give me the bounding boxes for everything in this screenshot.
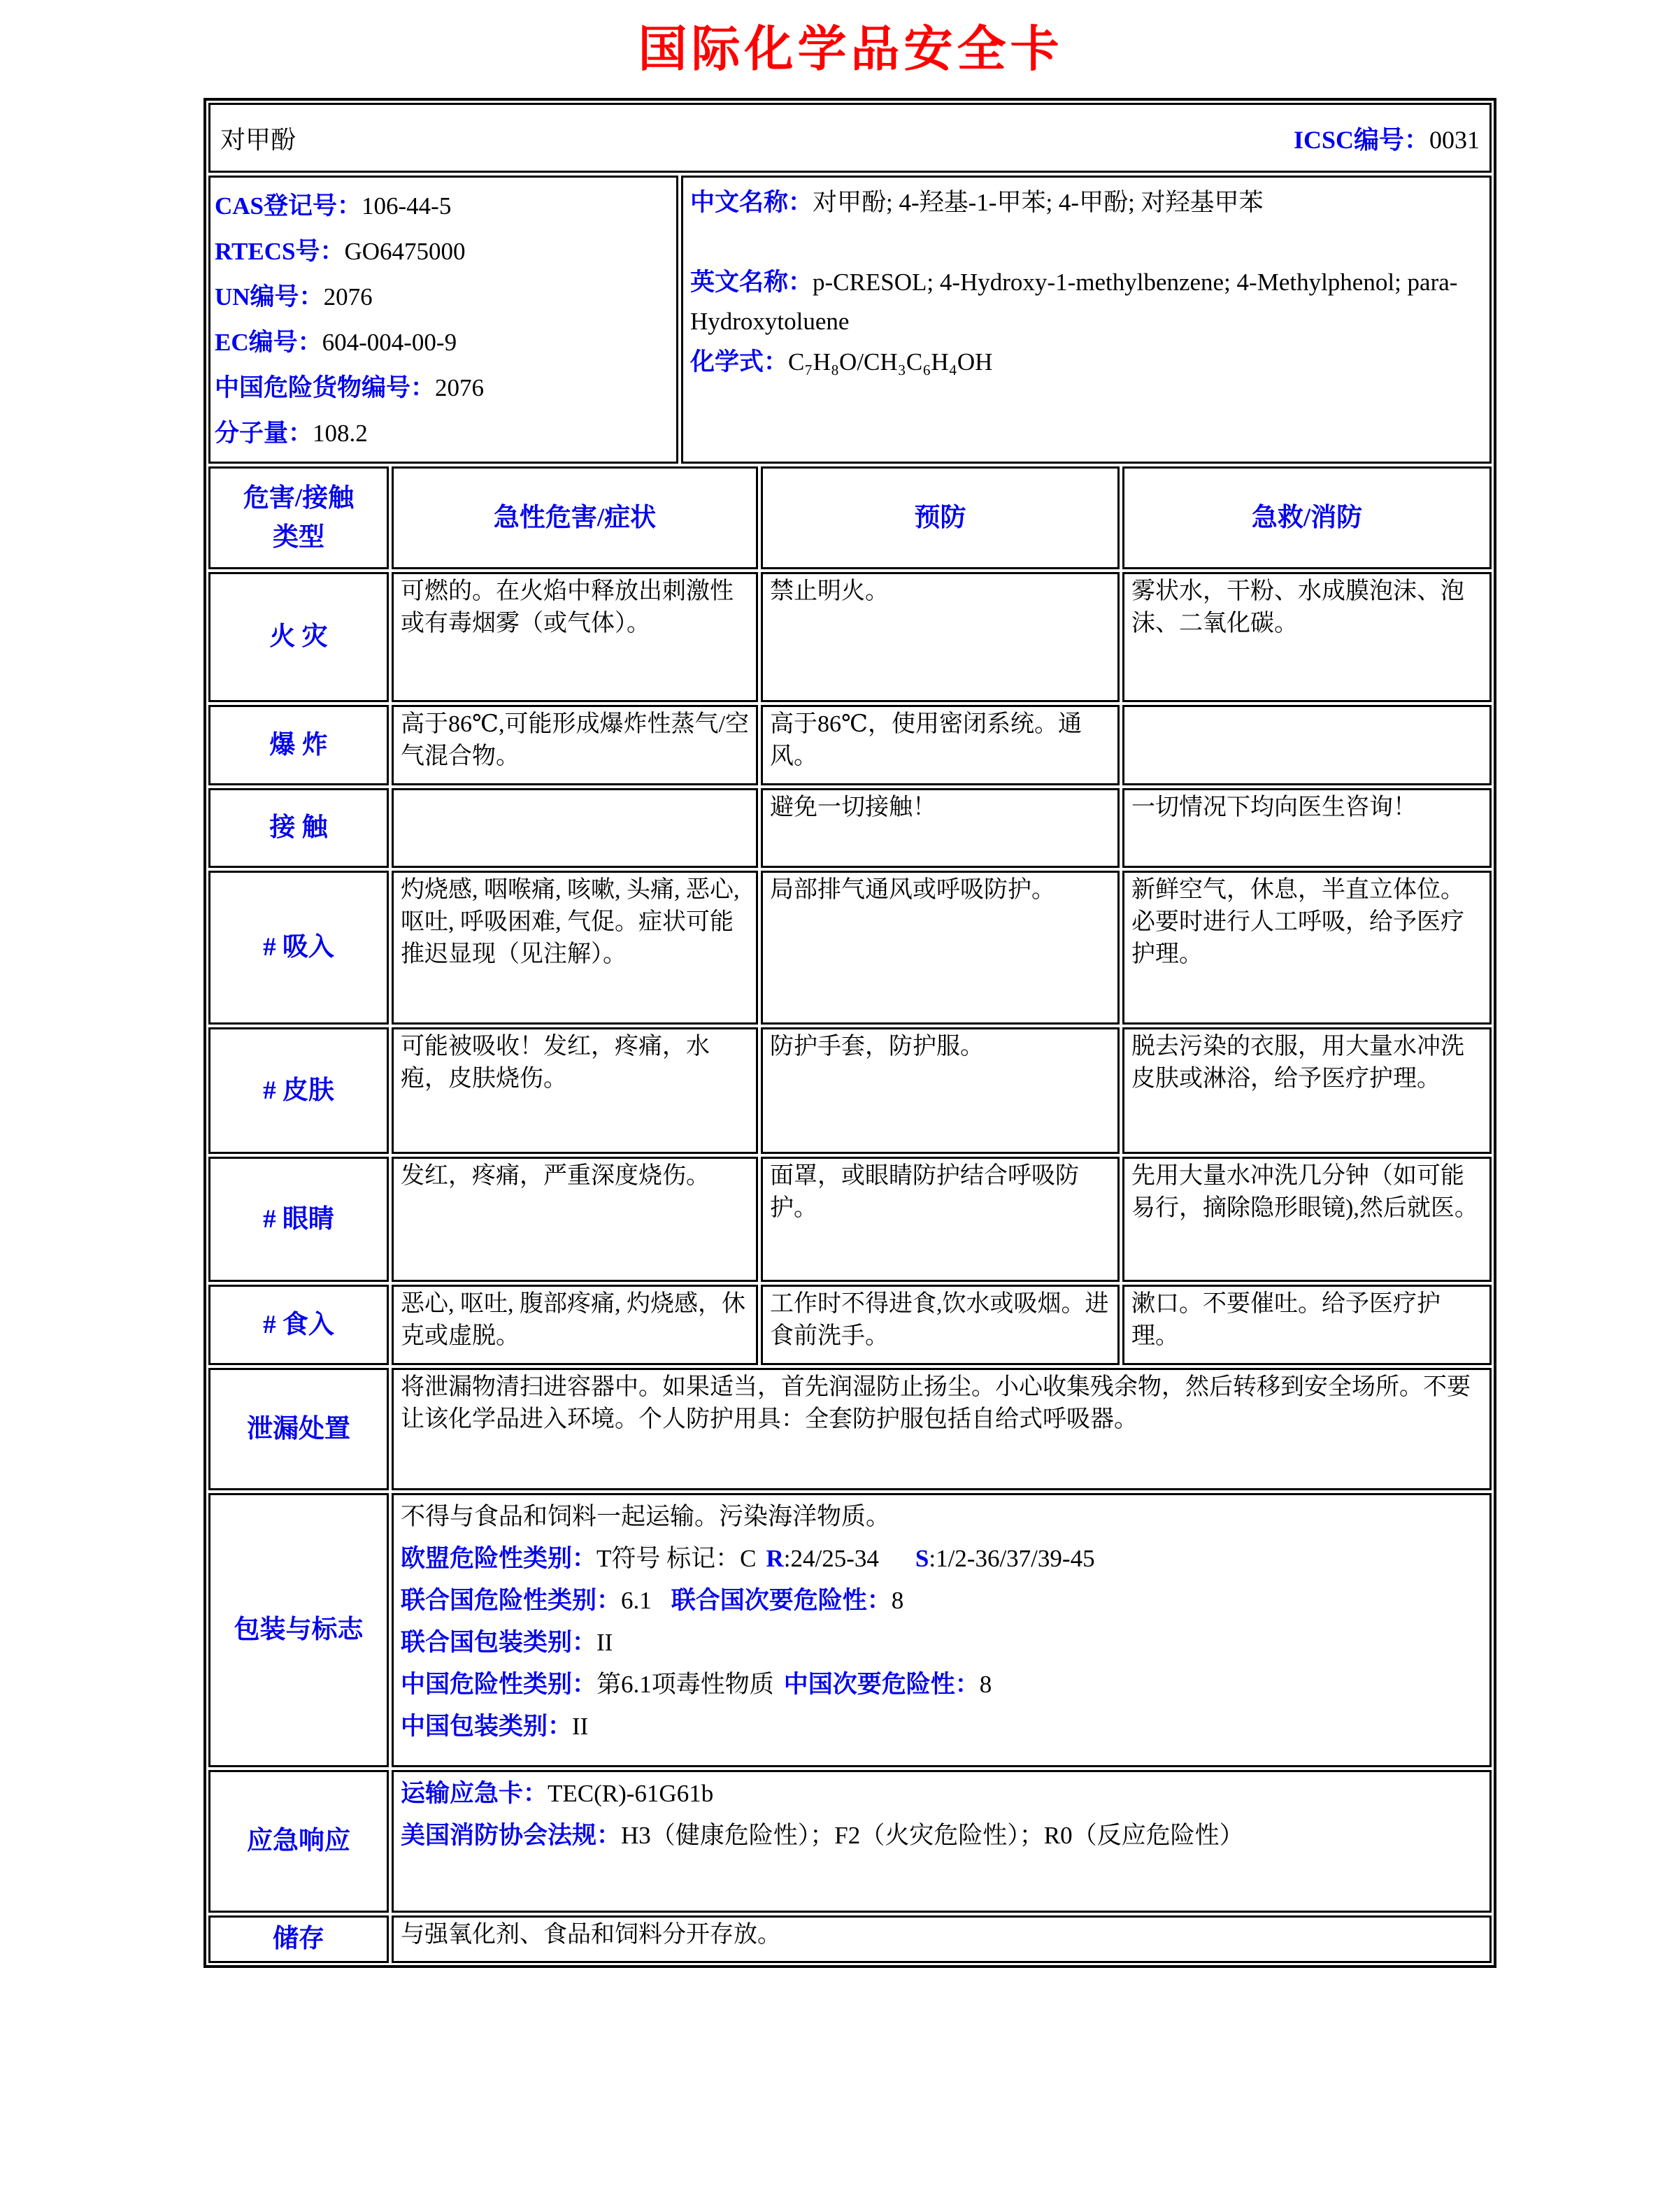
header-hazard-type-line2: 类型: [273, 522, 324, 552]
header-first-aid: [1122, 466, 1492, 569]
transport-note: 不得与食品和饲料一起运输。污染海洋物质。: [401, 1503, 891, 1530]
molecular-weight-value: 108.2: [313, 420, 368, 447]
cn-class-value: 第6.1项毒性物质: [596, 1671, 774, 1698]
explosion-row: [208, 705, 1492, 785]
cn-class-label: 中国危险性类别：: [401, 1671, 597, 1698]
contact-row-label: 接 触: [208, 788, 389, 868]
tec-card-value: TEC(R)-61G61b: [548, 1780, 714, 1807]
un-subsidiary-label: 联合国次要危险性：: [671, 1587, 892, 1614]
un-subsidiary-value: 8: [891, 1587, 904, 1614]
formula-value: C₇H₈O/CH₃C₆H₄OH: [788, 348, 993, 376]
china-dg-label: 中国危险货物编号：: [215, 374, 436, 401]
identifiers-cell: [208, 176, 678, 464]
explosion-prevention: 高于86℃，使用密闭系统。通风。: [761, 705, 1120, 785]
chinese-name-value: 对甲酚; 4-羟基-1-甲苯; 4-甲酚; 对羟基甲苯: [813, 189, 1264, 216]
un-label: UN编号：: [215, 283, 324, 311]
ec-value: 604-004-00-9: [322, 329, 457, 356]
eu-class-label: 欧盟危险性类别：: [401, 1545, 597, 1572]
un-class-value: 6.1: [621, 1587, 652, 1614]
tec-card-label: 运输应急卡：: [401, 1780, 548, 1807]
rtecs-value: GO6475000: [344, 238, 466, 265]
inhalation-prevention: 局部排气通风或呼吸防护。: [761, 871, 1120, 1025]
spill-disposal-label: 泄漏处置: [208, 1368, 389, 1490]
cas-number-line: [215, 183, 672, 229]
un-number-line: [215, 274, 672, 320]
un-packing-line: [401, 1627, 1482, 1659]
page-title: 国际化学品安全卡: [638, 23, 1064, 77]
cn-packing-value: II: [572, 1713, 589, 1740]
eyes-first-aid: 先用大量水冲洗几分钟（如可能易行，摘除隐形眼镜),然后就医。: [1122, 1157, 1492, 1282]
fire-prevention: 禁止明火。: [761, 572, 1120, 702]
storage-text: 与强氧化剂、食品和饲料分开存放。: [392, 1915, 1492, 1963]
icsc-number: [1294, 120, 1480, 156]
un-classification-line: [401, 1585, 1482, 1617]
cn-packing-line: [401, 1711, 1482, 1743]
packaging-labelling-row: [208, 1493, 1492, 1767]
packaging-labelling-label: 包装与标志: [208, 1493, 389, 1767]
fire-row-label: 火 灾: [208, 572, 389, 702]
chinese-name-block: [690, 183, 1482, 222]
skin-prevention: 防护手套，防护服。: [761, 1027, 1120, 1154]
eyes-prevention: 面罩，或眼睛防护结合呼吸防护。: [761, 1157, 1120, 1282]
header-hazard-type: [208, 466, 389, 569]
fire-first-aid: 雾状水，干粉、水成膜泡沫、泡沫、二氧化碳。: [1122, 572, 1492, 702]
s-phrases-label: S: [915, 1545, 929, 1572]
emergency-response-content: [392, 1770, 1492, 1913]
un-value: 2076: [323, 283, 373, 311]
molecular-weight-line: [215, 411, 672, 456]
header-acute-hazards: [392, 466, 758, 569]
ec-label: EC编号：: [215, 329, 322, 356]
eu-classification-line: [401, 1543, 1482, 1575]
identification-row: [208, 176, 1492, 464]
eyes-row-label: # 眼睛: [208, 1157, 389, 1282]
chinese-name-label: 中文名称：: [690, 189, 813, 216]
fire-row: [208, 572, 1492, 702]
safety-card: [203, 98, 1496, 1968]
s-phrases-value: :1/2-36/37/39-45: [929, 1545, 1095, 1572]
molecular-weight-label: 分子量：: [215, 420, 313, 447]
ec-number-line: [215, 320, 672, 365]
storage-label: 储存: [208, 1915, 389, 1963]
hazard-table-header-row: [208, 466, 1492, 569]
r-phrases-label: R: [766, 1545, 784, 1572]
un-class-label: 联合国危险性类别：: [401, 1587, 622, 1614]
skin-row: [208, 1027, 1492, 1154]
english-name-block: [690, 263, 1482, 341]
names-cell: [681, 176, 1492, 464]
header-first-aid-label: 急救/消防: [1251, 503, 1363, 532]
skin-first-aid: 脱去污染的衣服，用大量水冲洗皮肤或淋浴，给予医疗护理。: [1122, 1027, 1492, 1154]
cn-classification-line: [401, 1669, 1482, 1701]
explosion-symptoms: 高于86℃,可能形成爆炸性蒸气/空气混合物。: [392, 705, 758, 785]
contact-row: [208, 788, 1492, 868]
inhalation-row-label: # 吸入: [208, 871, 389, 1025]
un-packing-label: 联合国包装类别：: [401, 1629, 597, 1656]
cn-subsidiary-value: 8: [979, 1671, 992, 1698]
eu-class-value: T符号 标记：C: [596, 1545, 757, 1572]
header-prevention-label: 预防: [914, 503, 966, 532]
r-phrases-value: :24/25-34: [783, 1545, 879, 1572]
ingestion-symptoms: 恶心, 呕吐, 腹部疼痛, 灼烧感，休克或虚脱。: [392, 1285, 758, 1365]
ingestion-row: [208, 1285, 1492, 1365]
header-hazard-type-line1: 危害/接触: [243, 483, 355, 513]
nfpa-line: [401, 1820, 1482, 1852]
transport-note-line: [401, 1501, 1482, 1533]
ingestion-first-aid: 漱口。不要催吐。给予医疗护理。: [1122, 1285, 1492, 1365]
english-name-value: p-CRESOL; 4-Hydroxy-1-methylbenzene; 4-Methylphenol; para-Hydroxytoluene: [690, 269, 1458, 335]
inhalation-symptoms: 灼烧感, 咽喉痛, 咳嗽, 头痛, 恶心, 呕吐, 呼吸困难, 气促。症状可能推迟显现（见注解）。: [392, 871, 758, 1025]
eyes-row: [208, 1157, 1492, 1282]
formula-label: 化学式：: [690, 348, 789, 376]
inhalation-first-aid: 新鲜空气，休息，半直立体位。必要时进行人工呼吸，给予医疗护理。: [1122, 871, 1492, 1025]
cn-packing-label: 中国包装类别：: [401, 1713, 573, 1740]
emergency-response-label: 应急响应: [208, 1770, 389, 1913]
inhalation-row: [208, 871, 1492, 1025]
packaging-labelling-content: [392, 1493, 1492, 1767]
substance-name: 对甲酚: [220, 125, 296, 154]
nfpa-value: H3（健康危险性）；F2（火灾危险性）；R0（反应危险性）: [621, 1822, 1244, 1849]
skin-symptoms: 可能被吸收！发红，疼痛，水疱，皮肤烧伤。: [392, 1027, 758, 1154]
contact-symptoms: [392, 788, 758, 868]
nfpa-label: 美国消防协会法规：: [401, 1822, 622, 1849]
un-packing-value: II: [596, 1629, 613, 1656]
header-acute-hazards-label: 急性危害/症状: [493, 503, 657, 532]
china-dg-number-line: [215, 365, 672, 411]
cas-label: CAS登记号：: [215, 192, 362, 220]
rtecs-number-line: [215, 229, 672, 274]
english-name-label: 英文名称：: [690, 269, 813, 296]
skin-row-label: # 皮肤: [208, 1027, 389, 1154]
explosion-row-label: 爆 炸: [208, 705, 389, 785]
ingestion-prevention: 工作时不得进食,饮水或吸烟。进食前洗手。: [761, 1285, 1120, 1365]
fire-symptoms: 可燃的。在火焰中释放出刺激性或有毒烟雾（或气体）。: [392, 572, 758, 702]
cn-subsidiary-label: 中国次要危险性：: [783, 1671, 980, 1698]
substance-header-cell: [208, 103, 1492, 173]
emergency-response-row: [208, 1770, 1492, 1913]
contact-prevention: 避免一切接触！: [761, 788, 1120, 868]
spill-disposal-row: [208, 1368, 1492, 1490]
spill-disposal-text: 将泄漏物清扫进容器中。如果适当，首先润湿防止扬尘。小心收集残余物，然后转移到安全场所。不要让该化学品进入环境。个人防护用具：全套防护服包括自给式呼吸器。: [392, 1368, 1492, 1490]
contact-first-aid: 一切情况下均向医生咨询！: [1122, 788, 1492, 868]
tec-card-line: [401, 1778, 1482, 1810]
icsc-number-label: ICSC编号：: [1293, 125, 1429, 154]
header-prevention: [761, 466, 1120, 569]
icsc-number-value: 0031: [1429, 125, 1480, 154]
rtecs-label: RTECS号：: [215, 238, 345, 265]
ingestion-row-label: # 食入: [208, 1285, 389, 1365]
storage-row: [208, 1915, 1492, 1963]
formula-block: [690, 343, 1482, 382]
explosion-first-aid: [1122, 705, 1492, 785]
eyes-symptoms: 发红，疼痛，严重深度烧伤。: [392, 1157, 758, 1282]
china-dg-value: 2076: [435, 374, 485, 401]
cas-value: 106-44-5: [362, 192, 452, 220]
substance-header-row: [208, 103, 1492, 173]
